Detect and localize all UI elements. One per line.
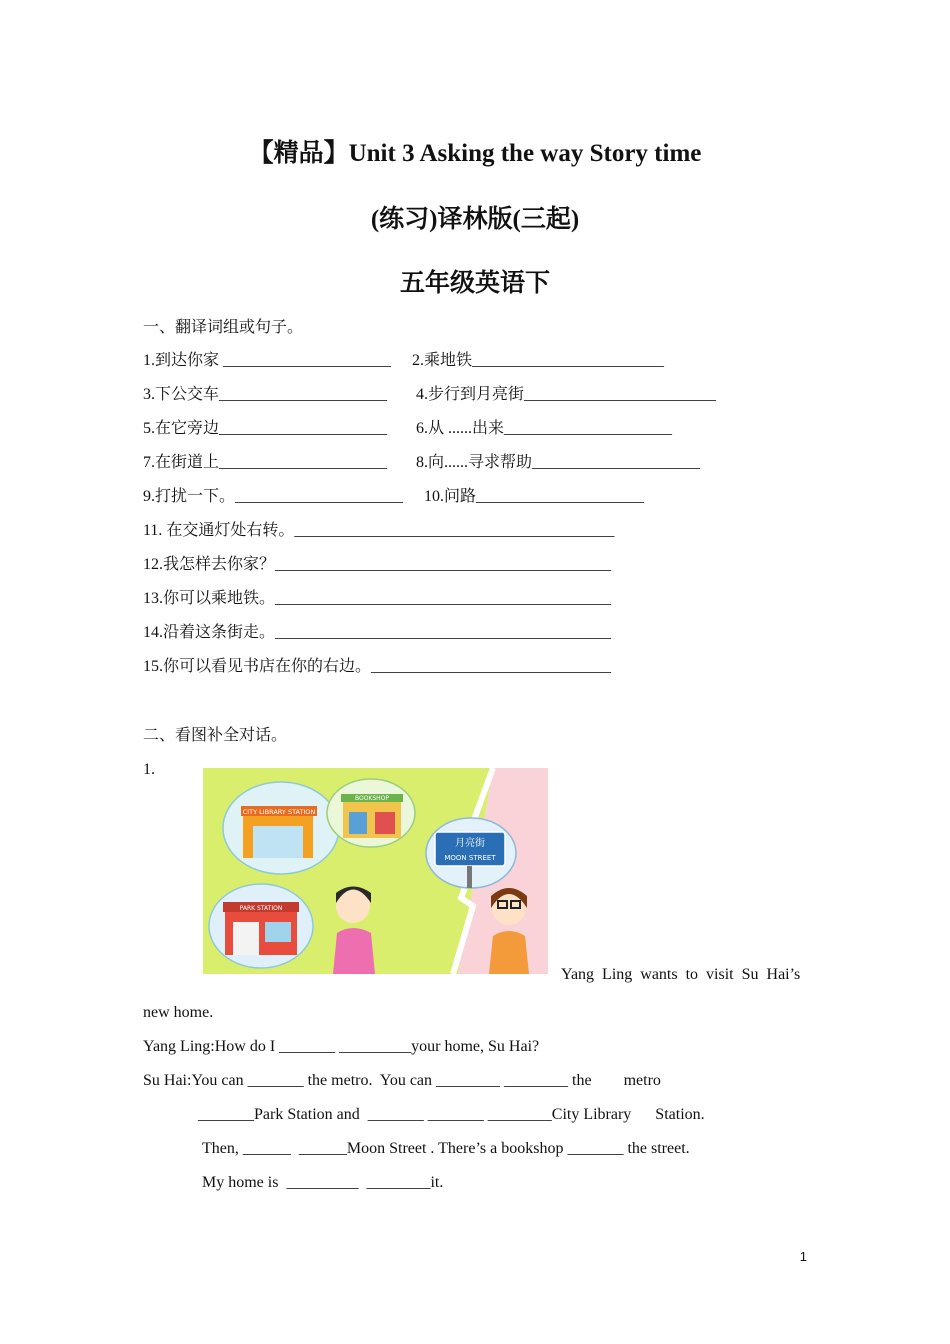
exercise-item: 6.从 ......出来_____________________: [416, 420, 673, 437]
exercise-item: 10.问路_____________________: [424, 488, 645, 505]
street-sign-en: MOON STREET: [444, 854, 496, 862]
intro-text-continued: new home.: [143, 1004, 214, 1021]
exercise-item: 7.在街道上_____________________: [143, 454, 388, 471]
exercise-item: 1.到达你家 _____________________: [143, 352, 392, 369]
park-label: PARK STATION: [239, 905, 283, 912]
exercise-item: 15.你可以看见书店在你的右边。______________________________: [143, 658, 612, 675]
exercise-item: 3.下公交车_____________________: [143, 386, 388, 403]
dialogue-line: My home is _________ ________it.: [202, 1174, 444, 1191]
street-sign-cn: 月亮街: [455, 838, 485, 849]
story-illustration: [203, 768, 548, 974]
dialogue-line: Then, ______ ______Moon Street . There’s a bookshop _______ the street.: [202, 1140, 690, 1157]
exercise-item: 11. 在交通灯处右转。________________________________________: [143, 522, 615, 539]
dialogue-line: _______Park Station and _______ _______ ________City Library Station.: [198, 1106, 705, 1123]
section2-heading: 二、看图补全对话。: [143, 727, 288, 744]
intro-text: Yang Ling wants to visit Su Hai’s: [561, 966, 801, 983]
exercise-item: 2.乘地铁________________________: [412, 352, 665, 369]
page-title: 【精品】Unit 3 Asking the way Story time: [248, 140, 702, 167]
exercise-item: 9.打扰一下。_____________________: [143, 488, 404, 505]
exercise-item: 13.你可以乘地铁。__________________________________________: [143, 590, 612, 607]
dialogue-line: Yang Ling:How do I _______ _________your home, Su Hai?: [143, 1038, 540, 1055]
section1-heading: 一、翻译词组或句子。: [143, 319, 304, 336]
page-number: 1: [799, 1249, 807, 1264]
exercise-item: 5.在它旁边_____________________: [143, 420, 388, 437]
grade-title: 五年级英语下: [399, 270, 550, 297]
library-label: CITY LIBRARY STATION: [242, 808, 316, 816]
item-number: 1.: [143, 761, 155, 778]
exercise-item: 12.我怎样去你家？__________________________________________: [143, 556, 612, 573]
exercise-item: 14.沿着这条街走。__________________________________________: [143, 624, 612, 641]
exercise-item: 4.步行到月亮街________________________: [416, 386, 717, 403]
page-subtitle: (练习)译林版(三起): [370, 206, 580, 233]
dialogue-line: Su Hai:You can _______ the metro. You can ________ ________ the metro: [143, 1072, 661, 1089]
exercise-item: 8.向......寻求帮助_____________________: [416, 454, 701, 471]
bookshop-label: BOOKSHOP: [354, 795, 390, 802]
